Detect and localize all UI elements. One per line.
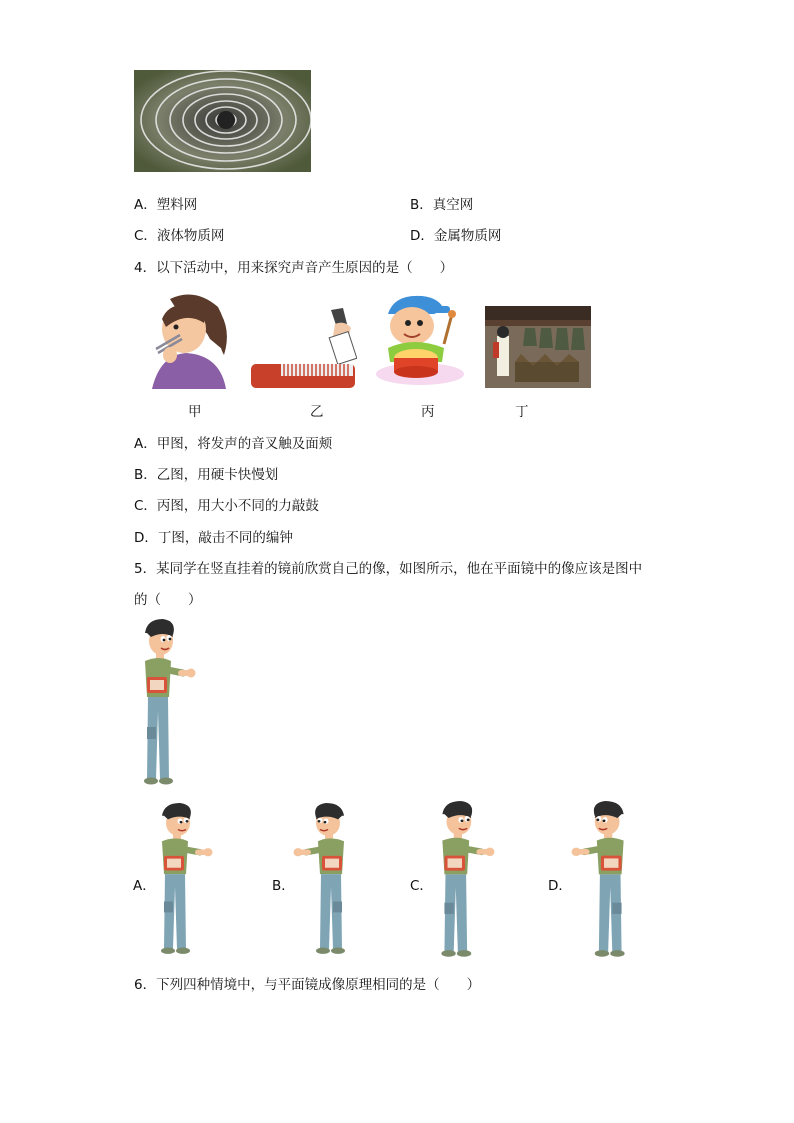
choice-b-label[interactable]: B． [272,878,295,894]
option-b[interactable]: B．真空网 [410,197,474,213]
drum-boy-image [374,292,468,386]
choice-d-label[interactable]: D． [548,878,572,894]
question5-stem-line2: 的（ ） [134,592,202,608]
question4-stem: 4．以下活动中，用来探究声音产生原因的是（ ） [134,260,454,276]
option-d[interactable]: D．丁图，敲击不同的编钟 [134,530,293,546]
caption-ding: 丁 [515,404,529,420]
choice-a-figure[interactable] [150,803,214,958]
hard-card-comb-image [251,306,357,390]
option-a[interactable]: A．甲图，将发声的音叉触及面颊 [134,436,333,452]
question6-stem: 6．下列四种情境中，与平面镜成像原理相同的是（ ） [134,977,481,993]
question3-photo [134,70,311,172]
choice-c-label[interactable]: C． [410,878,433,894]
choice-d-figure[interactable] [570,801,636,961]
question5-stem-line1: 5．某同学在竖直挂着的镜前欣赏自己的像，如图所示，他在平面镜中的像应该是图中 [134,561,643,577]
chime-bells-photo [485,306,591,388]
caption-jia: 甲 [188,404,202,420]
caption-bing: 丙 [421,404,435,420]
option-a[interactable]: A．塑料网 [134,197,198,213]
choice-a-label[interactable]: A． [133,878,156,894]
tuning-fork-girl-image [140,289,232,389]
option-c[interactable]: C．丙图，用大小不同的力敲鼓 [134,498,319,514]
choice-c-figure[interactable] [430,801,496,961]
option-c[interactable]: C．液体物质网 [134,228,225,244]
choice-b-figure[interactable] [292,803,356,958]
caption-yi: 乙 [310,404,324,420]
option-d[interactable]: D．金属物质网 [410,228,502,244]
boy-original-figure [133,619,197,789]
option-b[interactable]: B．乙图，用硬卡快慢划 [134,467,279,483]
